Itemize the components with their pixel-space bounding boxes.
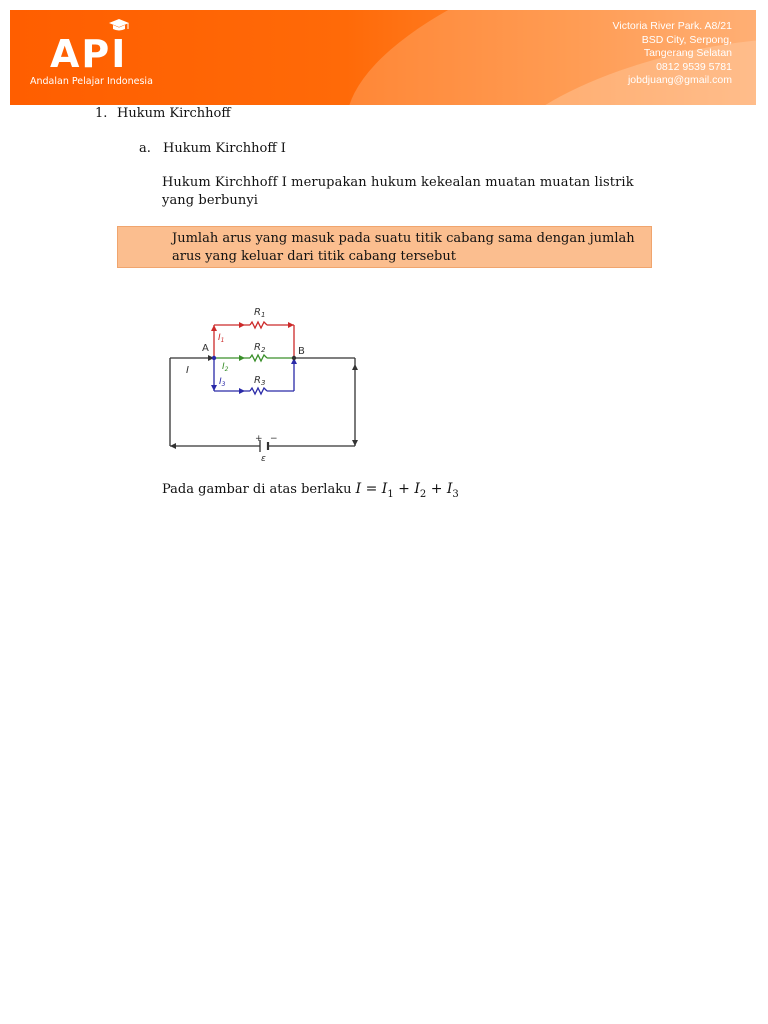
logo: API (50, 32, 128, 76)
phone-number: 0812 9539 5781 (656, 60, 732, 73)
label-r1: $R_1$ (254, 307, 266, 319)
label-current-i: I (186, 365, 189, 376)
highlight-box (117, 226, 652, 268)
branch-r2 (214, 355, 294, 361)
list-letter: a. (139, 141, 151, 156)
graduation-cap-icon (108, 18, 130, 34)
section-title: Hukum Kirchhoff (117, 106, 231, 121)
label-i3: $I_3$ (219, 377, 226, 388)
current-arrow (352, 364, 358, 370)
current-arrow (211, 385, 217, 391)
label-minus: − (270, 434, 278, 444)
label-i1: $I_1$ (218, 333, 225, 344)
current-arrow (170, 443, 176, 449)
outer-loop (170, 358, 355, 446)
equation-prefix: Pada gambar di atas berlaku (162, 482, 352, 497)
section-heading (95, 106, 231, 121)
label-emf: ε (261, 454, 266, 464)
label-r2: $R_2$ (254, 342, 266, 354)
description-paragraph: Hukum Kirchhoff I merupakan hukum kekealan muatan muatan listrik yang berbunyi (162, 175, 634, 208)
current-arrow (211, 325, 217, 331)
contact-address (613, 20, 732, 88)
label-node-a: A (202, 343, 209, 354)
label-r3: $R_3$ (254, 375, 266, 387)
address-line: BSD City, Serpong, (641, 33, 732, 46)
address-line: Victoria River Park. A8/21 (612, 20, 732, 32)
node-a (212, 356, 216, 360)
current-arrow (288, 322, 294, 328)
current-arrow (239, 355, 245, 361)
list-number: 1. (95, 106, 108, 121)
subsection-heading (139, 141, 286, 156)
label-node-b: B (298, 346, 305, 357)
email-address: jobdjuang@gmail.com (627, 74, 732, 86)
equation-line (162, 481, 459, 500)
current-arrow (352, 440, 358, 446)
tagline: Andalan Pelajar Indonesia (30, 76, 153, 87)
subsection-title: Hukum Kirchhoff I (163, 141, 286, 156)
kirchhoff-equation: $I = I_1 + I_2 + I_3$ (355, 481, 459, 500)
circuit-diagram (160, 298, 370, 468)
current-arrow (239, 322, 245, 328)
label-plus: + (255, 434, 263, 444)
current-arrow (239, 388, 245, 394)
node-b (292, 356, 296, 360)
law-statement: Jumlah arus yang masuk pada suatu titik cabang sama dengan jumlah arus yang keluar dari titik cabang tersebut (172, 231, 635, 264)
page-header (10, 10, 756, 105)
address-line: Tangerang Selatan (643, 47, 732, 59)
label-i2: $I_2$ (222, 362, 229, 373)
